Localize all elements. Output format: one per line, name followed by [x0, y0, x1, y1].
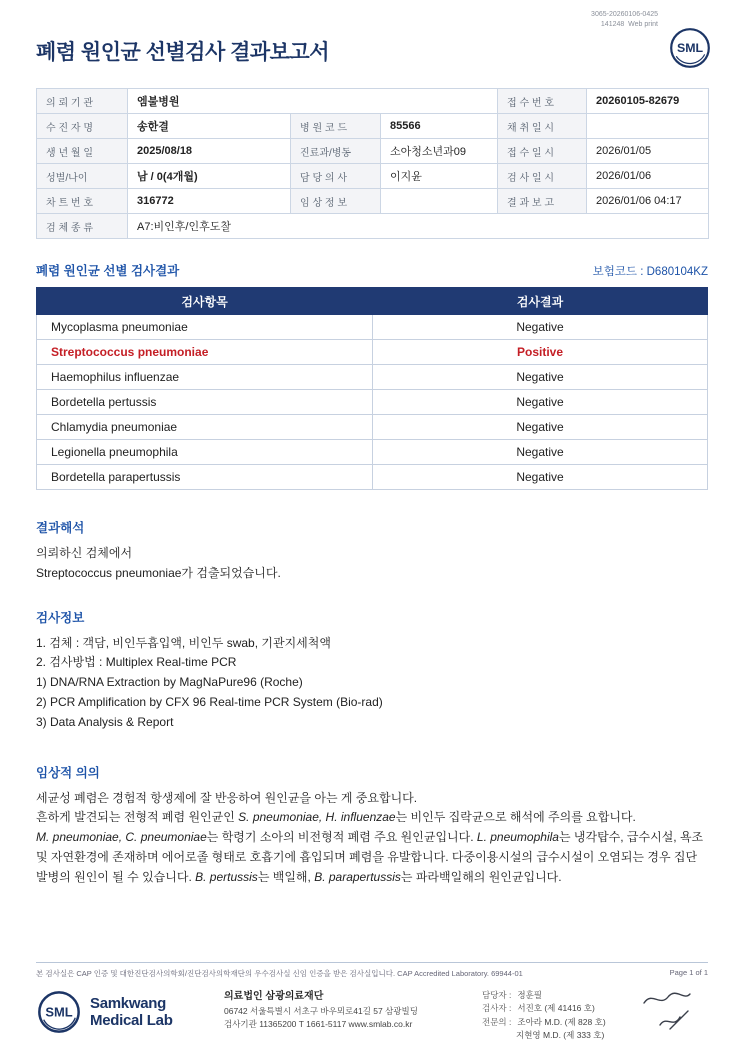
test-result-cell: Negative: [373, 365, 708, 390]
test-result-cell: Positive: [373, 340, 708, 365]
footer-accreditation-row: [36, 962, 708, 979]
results-section-title: 폐렴 원인균 선별 검사결과: [36, 264, 180, 278]
receipt-no-label: 접 수 번 호: [498, 89, 587, 114]
staff-manager: 담당자 : 정훈필: [482, 990, 542, 1001]
test-name-cell: Bordetella parapertussis: [37, 465, 373, 490]
org-registration: 검사기관 11365200 T 1661-5117 www.smlab.co.kr: [224, 1018, 413, 1029]
print-info: [591, 10, 658, 30]
test-info-line: 2. 검사방법 : Multiplex Real-time PCR: [36, 655, 237, 670]
page-number: Page 1 of 1: [669, 968, 708, 978]
svg-text:SML: SML: [45, 1004, 73, 1020]
species-italic: L. pneumophila: [476, 830, 559, 845]
info-row: [37, 114, 709, 139]
signature-icon: [634, 989, 696, 1035]
department-value: 소아청소년과09: [381, 139, 498, 164]
result-row-positive: [37, 340, 708, 365]
doctor-value: 이지윤: [381, 164, 498, 189]
footer-brand: [36, 989, 224, 1035]
test-name-cell: Mycoplasma pneumoniae: [37, 315, 373, 340]
footer-main: [36, 989, 708, 1042]
footer-sml-logo-icon: [36, 989, 82, 1035]
footer: [36, 962, 708, 1042]
clinical-line: 세균성 폐렴은 경험적 항생제에 잘 반응하여 원인균을 아는 게 중요합니다.: [36, 790, 418, 805]
chart-no-value: 316772: [128, 189, 291, 214]
species-italic: B. parapertussis: [314, 869, 401, 884]
insurance-code: 보험코드 : D680104KZ: [592, 266, 708, 278]
info-row: [37, 189, 709, 214]
clinical-significance-heading: 임상적 의의: [36, 765, 100, 780]
footer-org-info: [224, 989, 476, 1031]
test-result-cell: Negative: [373, 440, 708, 465]
test-info-line: 2) PCR Amplification by CFX 96 Real-time PCR System (Bio-rad): [36, 694, 383, 709]
clinical-paragraph: M. pneumoniae, C. pneumoniae는 학령기 소아의 비전형적 폐렴 주요 원인균입니다. L. pneumophila는 냉각탑수, 급수시설, 욕조 및 자연환경에 존재하며 에어로졸 형태로 호흡기에 흡입되며 폐렴을 유발합니다. 다중이용시설의 급수시설이 오염되는 경우 집단발병의 원인이 될 수 있습니다. B. pertussis는 백일해, B. parapertussis는 파라백일해의 원인균입니다.: [36, 830, 704, 884]
info-row: [37, 139, 709, 164]
species-italic: S. pneumoniae, H. influenzae: [238, 810, 396, 825]
birth-date-value: 2025/08/18: [128, 139, 291, 164]
accreditation-text: 본 검사실은 CAP 인증 및 대한진단검사의학회/진단검사의학재단의 우수검사실 신임 인증을 받은 검사실입니다. CAP Accredited Laboratory. 69944-01: [36, 969, 523, 979]
test-name-cell: Bordetella pertussis: [37, 390, 373, 415]
hospital-code-label: 병 원 코 드: [291, 114, 381, 139]
result-row: [37, 390, 708, 415]
org-name: 의료법인 삼광의료재단: [224, 991, 324, 1003]
staff-specialist-2: 지현영 M.D. (제 333 호): [516, 1029, 605, 1040]
info-row: [37, 164, 709, 189]
birth-date-label: 생 년 월 일: [37, 139, 128, 164]
test-datetime-value: 2026/01/06: [587, 164, 709, 189]
results-section-header: [36, 261, 708, 279]
doctor-label: 담 당 의 사: [291, 164, 381, 189]
test-result-cell: Negative: [373, 415, 708, 440]
result-row: [37, 365, 708, 390]
test-info-line: 1) DNA/RNA Extraction by MagNaPure96 (Roche): [36, 675, 303, 690]
patient-name-value: 송한결: [128, 114, 291, 139]
print-code-line1: 3065-20260106-0425: [591, 11, 658, 18]
sml-logo-icon: [668, 26, 712, 70]
clinical-info-value: [381, 189, 498, 214]
patient-info-table: [36, 88, 709, 239]
test-result-cell: Negative: [373, 390, 708, 415]
test-info-heading: 검사정보: [36, 610, 85, 625]
interpretation-line: Streptococcus pneumoniae가 검출되었습니다.: [36, 565, 281, 580]
test-name-cell: Legionella pneumophila: [37, 440, 373, 465]
interpretation-section: [36, 518, 708, 584]
interpretation-heading: 결과해석: [36, 521, 85, 535]
staff-specialist: 전문의 : 조아라 M.D. (제 828 호): [482, 1016, 606, 1027]
result-row: [37, 440, 708, 465]
patient-name-label: 수 진 자 명: [37, 114, 128, 139]
interpretation-line: 의뢰하신 검체에서: [36, 546, 133, 560]
results-header-row: [37, 288, 708, 315]
test-name-cell: Streptococcus pneumoniae: [37, 340, 373, 365]
report-datetime-label: 결 과 보 고: [498, 189, 587, 214]
clinical-info-label: 임 상 정 보: [291, 189, 381, 214]
page-title: 폐렴 원인균 선별검사 결과보고서: [36, 41, 330, 64]
species-italic: M. pneumoniae, C. pneumoniae: [36, 830, 207, 845]
test-name-cell: Chlamydia pneumoniae: [37, 415, 373, 440]
result-row: [37, 465, 708, 490]
chart-no-label: 차 트 번 호: [37, 189, 128, 214]
test-info-line: 1. 검체 : 객담, 비인두흡입액, 비인두 swab, 기관지세척액: [36, 635, 331, 650]
test-result-cell: Negative: [373, 315, 708, 340]
test-result-cell: Negative: [373, 465, 708, 490]
test-info-section: [36, 608, 708, 733]
specimen-type-value: A7:비인후/인후도찰: [128, 214, 709, 239]
info-row: [37, 89, 709, 114]
result-row: [37, 415, 708, 440]
results-col-item-header: 검사항목: [37, 288, 373, 315]
clinical-significance-section: [36, 763, 708, 888]
collect-datetime-label: 채 취 일 시: [498, 114, 587, 139]
collect-datetime-value: [587, 114, 709, 139]
hospital-code-value: 85566: [381, 114, 498, 139]
receipt-no-value: 20260105-82679: [587, 89, 709, 114]
results-col-result-header: 검사결과: [373, 288, 708, 315]
department-label: 진료과/병동: [291, 139, 381, 164]
species-italic: B. pertussis: [195, 869, 258, 884]
request-org-label: 의 뢰 기 관: [37, 89, 128, 114]
staff-tester: 검사자 : 서진호 (제 41416 호): [482, 1003, 595, 1014]
sex-age-value: 남 / 0(4개월): [128, 164, 291, 189]
web-print-label: Web print: [628, 20, 658, 28]
clinical-line: 흔하게 발견되는 전형적 폐렴 원인균인 S. pneumoniae, H. influenzae는 비인두 집락균으로 해석에 주의를 요합니다.: [36, 810, 636, 825]
brand-name: Samkwang Medical Lab: [90, 995, 173, 1030]
receipt-datetime-value: 2026/01/05: [587, 139, 709, 164]
print-code-line2: 141248: [600, 20, 625, 28]
specimen-type-label: 검 체 종 류: [37, 214, 128, 239]
request-org-value: 엠불병원: [128, 89, 498, 114]
test-datetime-label: 검 사 일 시: [498, 164, 587, 189]
result-row: [37, 315, 708, 340]
footer-staff: [482, 989, 632, 1042]
test-info-line: 3) Data Analysis & Report: [36, 714, 174, 729]
test-name-cell: Haemophilus influenzae: [37, 365, 373, 390]
sex-age-label: 성별/나이: [37, 164, 128, 189]
svg-text:SML: SML: [676, 41, 704, 56]
report-datetime-value: 2026/01/06 04:17: [587, 189, 709, 214]
results-table: [36, 287, 708, 490]
org-address: 06742 서울특별시 서초구 바우뫼로41길 57 삼광빌딩: [224, 1005, 418, 1016]
receipt-datetime-label: 접 수 일 시: [498, 139, 587, 164]
info-row: [37, 214, 709, 239]
